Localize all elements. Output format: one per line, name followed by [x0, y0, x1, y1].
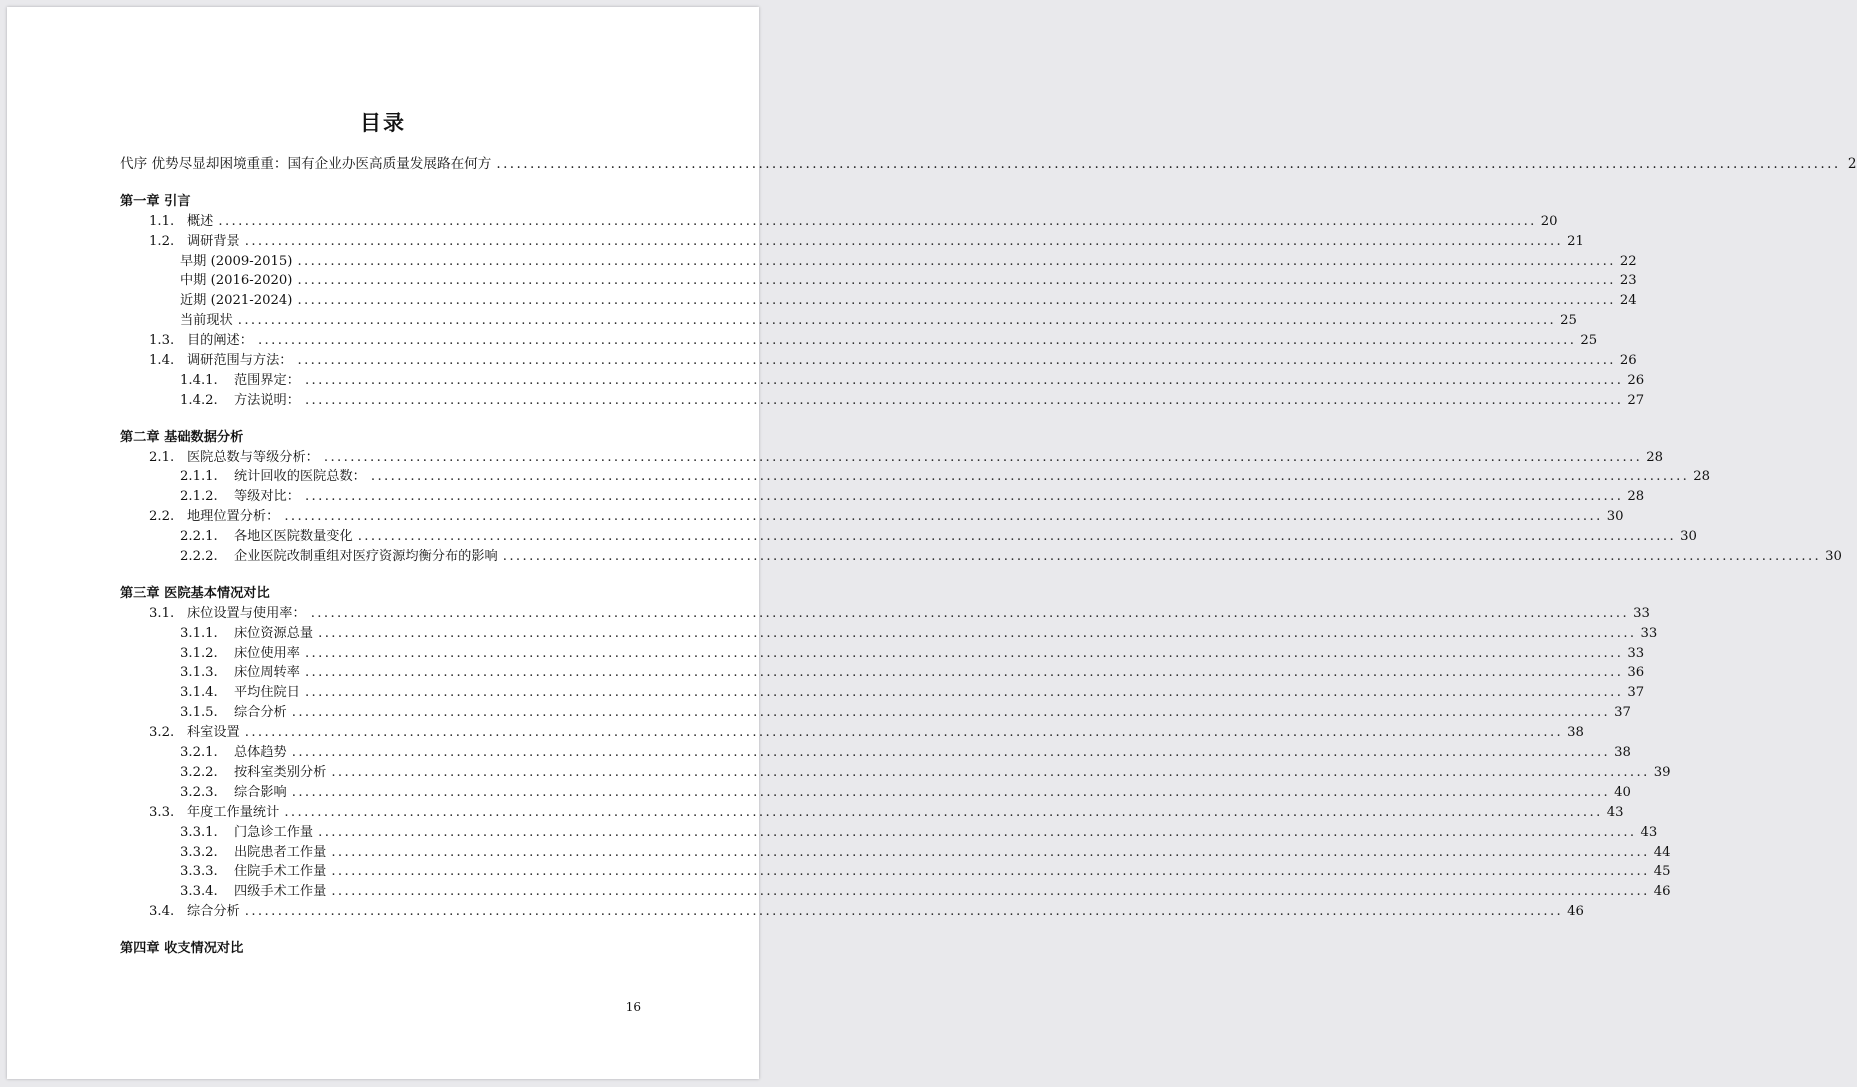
toc-leader-dots: ........................................................................................................................................................................................................	[291, 784, 1611, 800]
toc-entry-page: 40	[1614, 784, 1631, 800]
toc-entry-preface[interactable]	[120, 155, 1857, 175]
toc-leader-dots: ........................................................................................................................................................................................................	[323, 449, 1643, 465]
toc-entry[interactable]	[120, 252, 1637, 272]
toc-leader-dots: ........................................................................................................................................................................................................	[331, 864, 1650, 880]
toc-leader-dots: ........................................................................................................................................................................................................	[331, 884, 1650, 900]
toc-chapter-heading[interactable]	[120, 939, 650, 959]
toc-entry-page: 2	[1847, 156, 1857, 172]
toc-entry-label: 床位资源总量	[234, 625, 314, 641]
toc-entry-number: 3.1.2.	[180, 645, 218, 661]
toc-entry-page: 24	[1619, 293, 1637, 309]
toc-entry[interactable]	[120, 644, 1645, 664]
toc-entry-number: 3.1.5.	[180, 705, 218, 721]
toc-entry[interactable]	[120, 723, 1584, 743]
toc-entry-page: 23	[1619, 273, 1637, 289]
toc-entry-label: 医院总数与等级分析：	[187, 449, 319, 465]
toc-entry[interactable]	[120, 882, 1671, 902]
toc-entry[interactable]	[120, 507, 1624, 527]
toc-entry-page: 43	[1606, 804, 1624, 820]
toc-leader-dots: ........................................................................................................................................................................................................	[244, 904, 1564, 920]
toc-entry-number: 3.1.4.	[180, 685, 218, 701]
toc-leader-dots: ........................................................................................................................................................................................................	[237, 313, 1557, 329]
toc-leader-dots: ........................................................................................................................................................................................................	[284, 804, 1603, 820]
toc-entry-label: 企业医院改制重组对医疗资源均衡分布的影响	[234, 549, 498, 565]
toc-entry-page: 46	[1567, 904, 1584, 920]
toc-entry-page: 44	[1653, 844, 1671, 860]
toc-entry-page: 38	[1614, 745, 1631, 761]
toc-leader-dots: ........................................................................................................................................................................................................	[257, 333, 1577, 349]
toc-entry-page: 30	[1606, 509, 1624, 525]
toc-entry-label: 调研背景	[187, 233, 240, 249]
toc-entry-number: 2.2.2.	[180, 549, 218, 565]
toc-entry[interactable]	[120, 271, 1637, 291]
toc-entry-label: 范围界定：	[234, 372, 300, 388]
toc-leader-dots: ........................................................................................................................................................................................................	[244, 233, 1564, 249]
toc-entry-page: 38	[1567, 725, 1584, 741]
toc-entry[interactable]	[120, 232, 1584, 252]
toc-entry[interactable]	[120, 604, 1650, 624]
toc-entry-page: 22	[1619, 253, 1637, 269]
toc-leader-dots: ........................................................................................................................................................................................................	[496, 156, 1841, 172]
toc-entry-page: 36	[1627, 665, 1645, 681]
toc-entry[interactable]	[120, 743, 1631, 763]
toc-leader-dots: ........................................................................................................................................................................................................	[304, 645, 1624, 661]
toc-entry-number: 1.4.2.	[180, 392, 218, 408]
toc-entry-number: 1.3.	[149, 333, 175, 349]
toc-leader-dots: ........................................................................................................................................................................................................	[357, 529, 1677, 545]
toc-entry-label: 门急诊工作量	[234, 824, 314, 840]
toc-entry-label: 综合分析	[187, 904, 240, 920]
toc-entry-number: 3.2.	[149, 725, 175, 741]
toc-entry[interactable]	[120, 703, 1631, 723]
toc-entry-number: 1.4.1.	[180, 372, 218, 388]
toc-entry-number: 3.3.3.	[180, 864, 218, 880]
toc-entry-number: 3.3.2.	[180, 844, 218, 860]
toc-entry-number: 2.2.1.	[180, 529, 218, 545]
toc-entry[interactable]	[120, 547, 1842, 567]
toc-entry-number: 3.3.	[149, 804, 175, 820]
toc-entry-label: 概述	[187, 213, 214, 229]
toc-entry-page: 39	[1653, 764, 1671, 780]
toc-title: 目录	[360, 110, 406, 135]
toc-entry-page: 45	[1653, 864, 1671, 880]
toc-chapter-label: 第二章 基础数据分析	[120, 429, 244, 445]
toc-entry-page: 28	[1693, 469, 1711, 485]
toc-entry-page: 26	[1627, 372, 1645, 388]
toc-entry-label: 地理位置分析：	[187, 509, 280, 525]
toc-entry-number: 1.2.	[149, 233, 175, 249]
toc-entry[interactable]	[120, 527, 1697, 547]
toc-chapter-heading[interactable]	[120, 584, 650, 604]
toc-leader-dots: ........................................................................................................................................................................................................	[297, 353, 1616, 369]
toc-entry[interactable]	[120, 212, 1558, 232]
toc-entry-label: 科室设置	[187, 725, 240, 741]
toc-entry-number: 2.1.	[149, 449, 175, 465]
toc-entry-number: 3.4.	[149, 904, 175, 920]
toc-leader-dots: ........................................................................................................................................................................................................	[370, 469, 1690, 485]
toc-entry-number: 2.1.2.	[180, 489, 218, 505]
toc-leader-dots: ........................................................................................................................................................................................................	[297, 293, 1616, 309]
toc-entry[interactable]	[120, 803, 1624, 823]
toc-leader-dots: ........................................................................................................................................................................................................	[318, 824, 1637, 840]
toc-leader-dots: ........................................................................................................................................................................................................	[318, 625, 1637, 641]
toc-entry[interactable]	[120, 783, 1631, 803]
toc-entry-label: 代序 优势尽显却困境重重：国有企业办医高质量发展路在何方	[120, 156, 492, 172]
toc-entry[interactable]	[120, 448, 1664, 468]
toc-entry[interactable]	[120, 862, 1671, 882]
toc-entry-page: 30	[1680, 529, 1697, 545]
toc-entry-label: 出院患者工作量	[234, 844, 327, 860]
toc-chapter-heading[interactable]	[120, 192, 650, 212]
toc-leader-dots: ........................................................................................................................................................................................................	[297, 253, 1616, 269]
toc-entry-number: 3.2.2.	[180, 764, 218, 780]
toc-entry-number: 3.1.1.	[180, 625, 218, 641]
toc-entry-label: 床位周转率	[234, 665, 300, 681]
toc-entry[interactable]	[120, 311, 1577, 331]
toc-entry-number: 1.1.	[149, 213, 175, 229]
toc-entry-label: 统计回收的医院总数：	[234, 469, 366, 485]
toc-entry-page: 37	[1614, 705, 1631, 721]
toc-entry-label: 总体趋势	[234, 745, 287, 761]
toc-leader-dots: ........................................................................................................................................................................................................	[291, 705, 1611, 721]
toc-entry-page: 21	[1567, 233, 1584, 249]
toc-entry-number: 3.2.1.	[180, 745, 218, 761]
toc-leader-dots: ........................................................................................................................................................................................................	[218, 213, 1537, 229]
toc-entry-page: 30	[1825, 549, 1842, 565]
toc-leader-dots: ........................................................................................................................................................................................................	[304, 489, 1624, 505]
toc-entry-label: 床位使用率	[234, 645, 300, 661]
toc-entry[interactable]	[120, 351, 1637, 371]
toc-entry-number: 3.2.3.	[180, 784, 218, 800]
toc-entry-label: 近期 (2021-2024)	[180, 293, 293, 309]
toc-entry-page: 27	[1627, 392, 1645, 408]
toc-entry-label: 综合分析	[234, 705, 287, 721]
toc-entry-page: 33	[1640, 625, 1658, 641]
toc-entry-label: 综合影响	[234, 784, 287, 800]
toc-entry[interactable]	[120, 331, 1598, 351]
table-of-contents	[120, 155, 1857, 959]
toc-entry[interactable]	[120, 763, 1671, 783]
page-number: 16	[625, 1000, 641, 1014]
toc-entry-page: 46	[1653, 884, 1671, 900]
toc-entry-number: 3.3.1.	[180, 824, 218, 840]
toc-leader-dots: ........................................................................................................................................................................................................	[244, 725, 1564, 741]
toc-entry-label: 平均住院日	[234, 685, 300, 701]
toc-entry-page: 37	[1627, 685, 1645, 701]
toc-entry-label: 方法说明：	[234, 392, 300, 408]
toc-entry-page: 43	[1640, 824, 1658, 840]
document-page	[7, 7, 1857, 1079]
toc-chapter-label: 第三章 医院基本情况对比	[120, 585, 270, 601]
toc-entry-page: 28	[1646, 449, 1664, 465]
toc-entry[interactable]	[120, 624, 1658, 644]
toc-entry-label: 早期 (2009-2015)	[180, 253, 293, 269]
toc-leader-dots: ........................................................................................................................................................................................................	[304, 685, 1624, 701]
toc-entry-page: 33	[1627, 645, 1645, 661]
toc-entry-page: 28	[1627, 489, 1645, 505]
toc-entry[interactable]	[120, 823, 1658, 843]
toc-entry-number: 1.4.	[149, 353, 175, 369]
toc-entry-label: 中期 (2016-2020)	[180, 273, 293, 289]
toc-entry-label: 目的阐述：	[187, 333, 253, 349]
toc-chapter-label: 第四章 收支情况对比	[120, 941, 244, 957]
toc-entry-label: 等级对比：	[234, 489, 300, 505]
toc-entry[interactable]	[120, 291, 1637, 311]
toc-entry-page: 25	[1580, 333, 1598, 349]
toc-entry-page: 20	[1540, 213, 1558, 229]
toc-entry-page: 33	[1633, 605, 1650, 621]
toc-entry-label: 住院手术工作量	[234, 864, 327, 880]
toc-entry-label: 各地区医院数量变化	[234, 529, 353, 545]
toc-leader-dots: ........................................................................................................................................................................................................	[310, 605, 1630, 621]
toc-entry-number: 3.1.	[149, 605, 175, 621]
toc-entry-number: 3.3.4.	[180, 884, 218, 900]
toc-entry-label: 按科室类别分析	[234, 764, 327, 780]
toc-entry-page: 25	[1560, 313, 1577, 329]
toc-entry-label: 四级手术工作量	[234, 884, 327, 900]
toc-entry-number: 2.1.1.	[180, 469, 218, 485]
toc-entry-number: 2.2.	[149, 509, 175, 525]
toc-leader-dots: ........................................................................................................................................................................................................	[291, 745, 1611, 761]
toc-entry[interactable]	[120, 391, 1645, 411]
toc-leader-dots: ........................................................................................................................................................................................................	[284, 509, 1603, 525]
toc-entry[interactable]	[120, 843, 1671, 863]
toc-entry[interactable]	[120, 902, 1584, 922]
toc-entry-label: 当前现状	[180, 313, 233, 329]
toc-entry[interactable]	[120, 467, 1711, 487]
toc-entry-page: 26	[1619, 353, 1637, 369]
toc-entry[interactable]	[120, 371, 1645, 391]
toc-chapter-label: 第一章 引言	[120, 193, 191, 209]
toc-entry[interactable]	[120, 683, 1645, 703]
toc-entry[interactable]	[120, 487, 1645, 507]
toc-leader-dots: ........................................................................................................................................................................................................	[304, 665, 1624, 681]
toc-chapter-heading[interactable]	[120, 428, 650, 448]
toc-entry-label: 床位设置与使用率：	[187, 605, 306, 621]
toc-leader-dots: ........................................................................................................................................................................................................	[297, 273, 1616, 289]
toc-leader-dots: ........................................................................................................................................................................................................	[304, 372, 1624, 388]
toc-entry[interactable]	[120, 663, 1645, 683]
toc-entry-label: 年度工作量统计	[187, 804, 280, 820]
toc-leader-dots: ........................................................................................................................................................................................................	[304, 392, 1624, 408]
toc-entry-number: 3.1.3.	[180, 665, 218, 681]
toc-leader-dots: ........................................................................................................................................................................................................	[331, 844, 1650, 860]
toc-entry-label: 调研范围与方法：	[187, 353, 293, 369]
toc-leader-dots: ........................................................................................................................................................................................................	[331, 764, 1650, 780]
toc-leader-dots: ........................................................................................................................................................................................................	[502, 549, 1822, 565]
